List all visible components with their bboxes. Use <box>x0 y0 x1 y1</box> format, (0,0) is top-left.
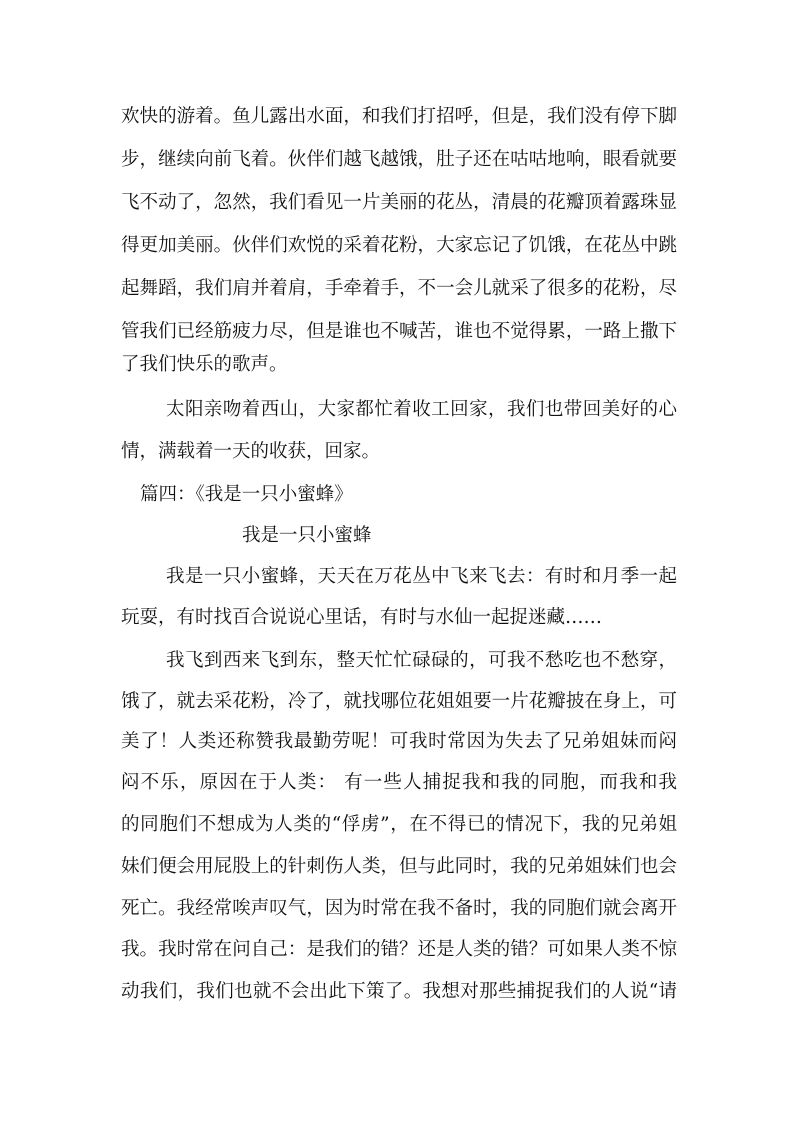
paragraph-line: 饿了，就去采花粉，冷了，就找哪位花姐姐要一片花瓣披在身上，可 <box>121 691 677 712</box>
paragraph-line: 步，继续向前飞着。伙伴们越飞越饿，肚子还在咕咕地响，眼看就要 <box>121 149 677 170</box>
paragraph-line: 闷不乐，原因在于人类： 有一些人捕捉我和我的同胞，而我和我 <box>121 772 677 793</box>
paragraph-line: 我。我时常在问自己：是我们的错？还是人类的错？可如果人类不惊 <box>121 939 677 960</box>
paragraph-line: 妹们便会用屁股上的针刺伤人类，但与此同时，我的兄弟姐妹们也会 <box>121 856 677 877</box>
paragraph-line: 动我们，我们也就不会出此下策了。我想对那些捕捉我们的人说“请 <box>121 981 677 1002</box>
paragraph-line: 起舞蹈，我们肩并着肩，手牵着手，不一会儿就采了很多的花粉，尽 <box>121 278 677 299</box>
paragraph-line: 美了！人类还称赞我最勤劳呢！可我时常因为失去了兄弟姐妹而闷 <box>121 731 677 752</box>
essay-title: 我是一只小蜜蜂 <box>242 525 372 546</box>
paragraph-line: 太阳亲吻着西山，大家都忙着收工回家，我们也带回美好的心 <box>166 399 677 420</box>
paragraph-line: 我是一只小蜜蜂，天天在万花丛中飞来飞去：有时和月季一起 <box>166 566 677 587</box>
paragraph-line: 管我们已经筋疲力尽，但是谁也不喊苦，谁也不觉得累，一路上撒下 <box>121 321 677 342</box>
paragraph-line: 我飞到西来飞到东，整天忙忙碌碌的，可我不愁吃也不愁穿， <box>166 650 677 671</box>
paragraph-line: 飞不动了，忽然，我们看见一片美丽的花丛，清晨的花瓣顶着露珠显 <box>121 192 677 213</box>
paragraph-line: 欢快的游着。鱼儿露出水面，和我们打招呼，但是，我们没有停下脚 <box>121 106 677 127</box>
paragraph-line: 的同胞们不想成为人类的“俘虏”，在不得已的情况下，我的兄弟姐 <box>121 814 677 835</box>
paragraph-line: 玩耍，有时找百合说说心里话，有时与水仙一起捉迷藏…… <box>121 607 603 628</box>
paragraph-line: 得更加美丽。伙伴们欢悦的采着花粉，大家忘记了饥饿，在花丛中跳 <box>121 235 677 256</box>
paragraph-line: 了我们快乐的歌声。 <box>121 354 288 375</box>
paragraph-line: 死亡。我经常唉声叹气，因为时常在我不备时，我的同胞们就会离开 <box>121 898 677 919</box>
section-heading: 篇四：《我是一只小蜜蜂》 <box>140 484 353 505</box>
paragraph-line: 情，满载着一天的收获，回家。 <box>121 441 381 462</box>
